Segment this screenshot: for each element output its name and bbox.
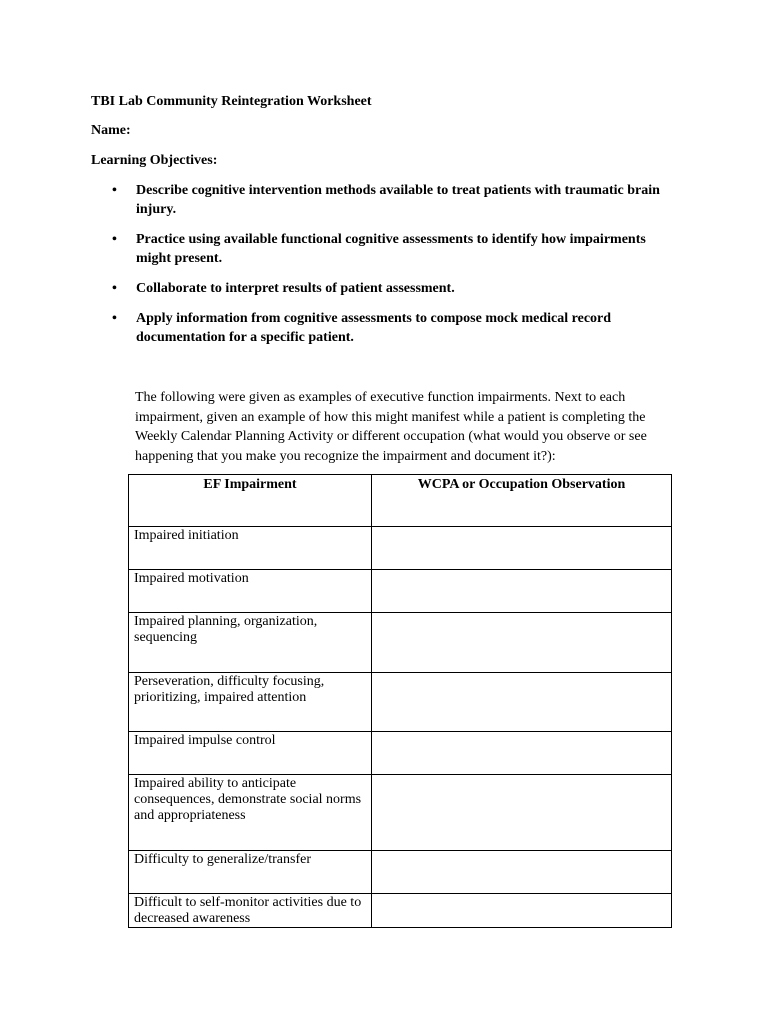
objective-item: [112, 279, 672, 298]
table-row: [129, 732, 672, 775]
observation-cell[interactable]: [372, 894, 672, 928]
objective-item: [112, 181, 672, 219]
objective-text: Practice using available functional cognitive assessments to identify how impairments might present.: [136, 232, 646, 266]
document-title: TBI Lab Community Reintegration Worksheet: [91, 94, 372, 109]
bullet-icon: •: [112, 232, 117, 247]
header-observation: WCPA or Occupation Observation: [372, 475, 672, 527]
bullet-icon: •: [112, 281, 117, 296]
header-ef-impairment: EF Impairment: [129, 475, 372, 527]
observation-cell[interactable]: [372, 851, 672, 894]
observation-cell[interactable]: [372, 570, 672, 613]
table-row: [129, 673, 672, 732]
impairment-cell: Impaired ability to anticipate consequences, demonstrate social norms and appropriateness: [129, 775, 372, 851]
table-header-row: [129, 475, 672, 527]
impairment-cell: Difficulty to generalize/transfer: [129, 851, 372, 894]
table-row: [129, 851, 672, 894]
observation-cell[interactable]: [372, 732, 672, 775]
objective-text: Describe cognitive intervention methods available to treat patients with traumatic brain injury.: [136, 183, 660, 217]
ef-impairment-table: [128, 474, 672, 928]
observation-cell[interactable]: [372, 613, 672, 673]
table-row: [129, 570, 672, 613]
table-row: [129, 527, 672, 570]
bullet-icon: •: [112, 311, 117, 326]
objectives-list: [112, 181, 672, 358]
impairment-cell: Difficult to self-monitor activities due to decreased awareness: [129, 894, 372, 928]
name-label: Name:: [91, 123, 131, 138]
impairment-cell: Impaired initiation: [129, 527, 372, 570]
intro-paragraph: The following were given as examples of executive function impairments. Next to each impairment, given an example of how this might manifest while a patient is completing the Weekly Calendar Planning Activity or different occupation (what would you observe or see happening that you make you recognize the impairment and document it?):: [135, 390, 647, 464]
impairment-cell: Impaired impulse control: [129, 732, 372, 775]
objective-item: [112, 309, 672, 347]
objectives-heading: Learning Objectives:: [91, 153, 218, 168]
objective-text: Apply information from cognitive assessments to compose mock medical record documentation for a specific patient.: [136, 311, 612, 345]
table-row: [129, 894, 672, 928]
impairment-cell: Perseveration, difficulty focusing, prioritizing, impaired attention: [129, 673, 372, 732]
observation-cell[interactable]: [372, 775, 672, 851]
table-row: [129, 613, 672, 673]
observation-cell[interactable]: [372, 673, 672, 732]
objective-item: [112, 230, 672, 268]
impairment-cell: Impaired planning, organization, sequencing: [129, 613, 372, 673]
observation-cell[interactable]: [372, 527, 672, 570]
bullet-icon: •: [112, 183, 117, 198]
objective-text: Collaborate to interpret results of patient assessment.: [136, 281, 455, 296]
table-row: [129, 775, 672, 851]
impairment-cell: Impaired motivation: [129, 570, 372, 613]
